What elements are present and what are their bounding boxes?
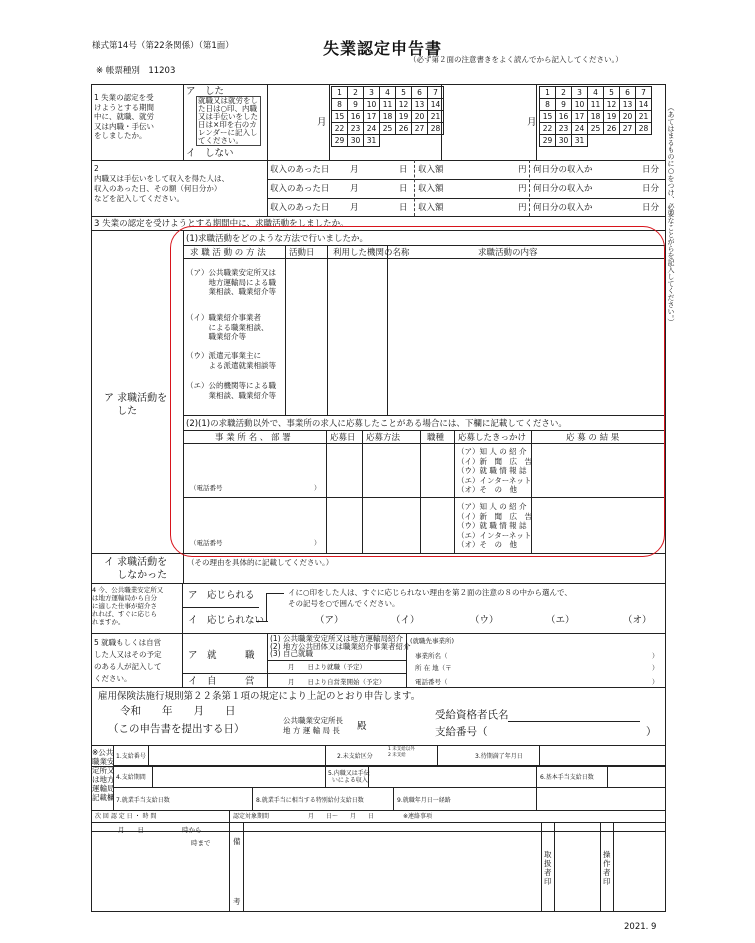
- office-period: 月 日～ 月 日: [308, 813, 375, 820]
- s5-question: 5 就職もしくは自営 した人又はその予定 のある人が記入して ください。: [94, 638, 162, 683]
- s1-note: 就職又は就労をし た日は○印、内職 又は手伝いをした 日は×印を右のカ レンダーに記入し てください。: [198, 96, 258, 145]
- s2-income-day-label: 収入のあった日: [270, 203, 330, 213]
- divider: [91, 810, 666, 811]
- s2-amount-label: 収入額: [418, 165, 444, 175]
- office-f5: 5.内職又は手伝 いによる収入: [328, 770, 370, 784]
- declaration-text: 雇用保険法施行規則第２２条第１項の規定により上記のとおり申告します。: [98, 691, 421, 702]
- s3-col-apply-date: 応募日: [330, 433, 356, 443]
- divider: [267, 84, 268, 160]
- s4-option-cannot[interactable]: イ 応じられない: [188, 615, 265, 626]
- s2-yen: 円: [518, 203, 527, 213]
- s3-q1: (1)求職活動をどのような方法で行いましたか。: [186, 234, 369, 244]
- office-f3: 3.待期満了年月日: [475, 753, 523, 760]
- s5-self-date: 月 日より自営業開始（予定）: [288, 678, 386, 686]
- bracket-line: [266, 593, 284, 594]
- divider: [91, 687, 666, 688]
- s3-col-org: 利用した機関の名称: [333, 248, 410, 258]
- next-date-from: 時から: [182, 826, 202, 834]
- name-underline: [508, 721, 640, 722]
- calendar1-month: 月: [317, 117, 327, 128]
- s3-reason-note: （その理由を具体的に記載してください。）: [187, 558, 334, 567]
- divider: [243, 822, 244, 912]
- s3-phone-label: （電話番号: [190, 539, 223, 547]
- s3-col-date: 活動日: [289, 248, 315, 258]
- s2-income-day-label: 収入のあった日: [270, 165, 330, 175]
- divider: [539, 746, 540, 765]
- next-date-frame: [91, 822, 666, 912]
- divider: [91, 160, 666, 161]
- s5-close: ）: [652, 652, 659, 660]
- s2-yen: 円: [518, 165, 527, 175]
- s5-company-name: 事業所名（: [415, 652, 448, 660]
- divider: [536, 765, 537, 810]
- s2-month: 月: [350, 165, 359, 175]
- s2-days-worth-label: 何日分の収入か: [533, 184, 593, 194]
- s2-day: 日: [399, 184, 408, 194]
- office-side-label: ※公共 職業安 定所又 は地方 運輸局 記載欄: [92, 748, 115, 802]
- s2-amount-label: 収入額: [418, 184, 444, 194]
- office-f4: 4.支給期間: [116, 774, 146, 781]
- s4-question: 4 今、公共職業安定所又 は地方運輸局から自分 に適した仕事が紹介さ れれば、すぐに応じら れますか。: [92, 586, 164, 626]
- office-f6: 6.基本手当支給日数: [540, 774, 594, 781]
- s2-day: 日: [399, 203, 408, 213]
- s3-triggers: （ア）知 人 の 紹 介 （イ）新 聞 広 告 （ウ）就 職 情 報 誌 （エ）インターネット （オ）そ の 他: [457, 502, 532, 549]
- recipient-number-close: ）: [646, 726, 657, 738]
- side-note: （あてはまるものに○をつけ、必要なことがらを記入してください。）: [667, 104, 675, 326]
- s3-method-u: （ウ）派遣元事業主に よる派遣就業相談等: [186, 351, 276, 370]
- s3-col-result: 応 募 の 結 果: [566, 433, 620, 443]
- divider: [368, 765, 369, 787]
- s5-close: ）: [652, 664, 659, 672]
- office-f2: 2.未支給区分: [337, 753, 373, 760]
- s3-method-a: （ア）公共職業安定所又は 地方運輸局による職 業相談、職業紹介等: [186, 268, 276, 296]
- divider: [536, 84, 537, 160]
- s2-yen: 円: [518, 184, 527, 194]
- s3-col-company: 事 業 所 名 、 部 署: [215, 433, 291, 443]
- recipient-name-label: 受給資格者氏名: [435, 709, 509, 721]
- declaration-dono: 殿: [357, 721, 367, 732]
- calendar2-month: 月: [527, 117, 537, 128]
- divider: [267, 660, 406, 661]
- s1-option-did-not[interactable]: イ しない: [186, 148, 234, 159]
- office-target-period-label: 認定対象期間: [233, 813, 270, 820]
- s4-note: イに○印をした人は、すぐに応じられない理由を第２面の注意の８の中から選んで、 その記号を○で囲んでください。: [288, 588, 572, 608]
- next-date-md: 月 日: [118, 826, 144, 834]
- s1-option-did[interactable]: ア した: [186, 86, 225, 97]
- divider: [414, 160, 415, 216]
- divider: [600, 822, 601, 912]
- s3-triggers: （ア）知 人 の 紹 介 （イ）新 聞 広 告 （ウ）就 職 情 報 誌 （エ）インターネット （オ）そ の 他: [457, 447, 532, 494]
- declaration-to: 公共職業安定所長 地 方 運 輸 局 長: [283, 716, 343, 735]
- s5-close: ）: [652, 678, 659, 686]
- s3-col-job: 職種: [427, 433, 445, 443]
- s3-method-e: （エ）公的機関等による職 業相談、職業紹介等: [186, 381, 276, 400]
- divider: [148, 746, 149, 765]
- divider: [152, 765, 153, 787]
- s3-phone-close: ）: [314, 484, 321, 492]
- office-f8: 8.就業手当に相当する特別給付支給日数: [256, 797, 364, 804]
- divider: [91, 216, 666, 217]
- s3-option-did-not[interactable]: イ 求職活動を しなかった: [104, 557, 168, 581]
- form-revision: 2021. 9: [624, 922, 657, 932]
- office-next-date-label: 次 回 認 定 日 ・ 時 間: [95, 813, 157, 820]
- declaration-submit-day: （この申告書を提出する日）: [108, 723, 245, 735]
- s2-day: 日: [399, 165, 408, 175]
- s5-job-date: 月 日より就職（予定）: [288, 663, 366, 671]
- s3-question: 3 失業の認定を受けようとする期間中に、求職活動をしましたか。: [94, 219, 349, 229]
- divider: [393, 787, 394, 810]
- s5-routes: (1) 公共職業安定所又は地方運輸局紹介 (2) 地方公共団体又は職業紹介事業者紹介 (3) 自己就職: [270, 634, 411, 658]
- s4-choice-i[interactable]: （イ）: [391, 615, 420, 626]
- divider: [554, 822, 555, 912]
- divider: [182, 607, 259, 608]
- s5-option-self[interactable]: イ 自 営: [188, 676, 255, 687]
- s3-phone-label: （電話番号: [190, 484, 223, 492]
- divider: [113, 787, 666, 788]
- s2-income-day-label: 収入のあった日: [270, 184, 330, 194]
- s2-days-unit: 日分: [642, 184, 660, 194]
- s3-q2: (2)(1)の求職活動以外で、事業所の求人に応募したことがある場合には、下欄に記載してください。: [186, 419, 567, 429]
- s3-col-method: 求 職 活 動 の 方 法: [190, 248, 266, 258]
- calendar-2: 1 2 3 4 5 6 7 8 9 10 11 12 13 14 15 16 17 18 19 20 21 22 23 24 25 26 27 28 29 30 31: [539, 86, 652, 147]
- bracket-line: [256, 621, 268, 622]
- divider: [437, 746, 438, 765]
- s3-phone-close: ）: [314, 539, 321, 547]
- s2-days-worth-label: 何日分の収入か: [533, 165, 593, 175]
- s3-col-content: 求職活動の内容: [478, 248, 538, 258]
- s3-option-did[interactable]: ア 求職活動を した: [104, 393, 168, 417]
- s5-option-job[interactable]: ア 就 職: [188, 650, 255, 661]
- office-use-frame: [91, 745, 666, 832]
- divider: [267, 160, 268, 216]
- remarks-label: 備 考: [233, 837, 241, 906]
- s2-question: 2 内職又は手伝いをして収入を得た人は、 収入のあった日、その額（何日分か） などを記入してください。: [94, 164, 229, 203]
- divider: [252, 787, 253, 810]
- s3-col-trigger: 応募したきっかけ: [458, 433, 527, 443]
- office-f9: 9.就職年月日一経路: [397, 797, 451, 804]
- office-f2-options: 1 未支給以外 2 未支給: [388, 747, 415, 758]
- form-number: 様式第14号（第22条関係）（第1面）: [92, 41, 234, 51]
- divider: [325, 746, 326, 787]
- office-contact-label: ※連絡事項: [403, 813, 433, 820]
- office-f1: 1.支給番号: [116, 753, 146, 760]
- divider: [183, 84, 184, 160]
- s5-tel: 電話番号（: [415, 678, 448, 686]
- divider: [529, 160, 530, 216]
- red-highlight-outline: [170, 226, 665, 557]
- divider: [113, 745, 114, 810]
- divider: [267, 198, 666, 199]
- bracket-line: [266, 593, 267, 621]
- s1-question: 1 失業の認定を受 けようとする期間 中に、就職、就労 又は内職・手伝い をしましたか。: [94, 93, 154, 140]
- form-note: （必ず第２面の注意書きをよく読んでから記入してください。）: [409, 55, 623, 64]
- declaration-date: 令和 年 月 日: [120, 705, 236, 717]
- divider: [613, 822, 614, 912]
- s2-amount-label: 収入額: [418, 203, 444, 213]
- next-date-to: 時まで: [191, 839, 211, 847]
- s5-location: 所 在 地（〒: [415, 664, 452, 672]
- s3-col-apply-method: 応募方法: [366, 433, 401, 443]
- s4-option-can[interactable]: ア 応じられる: [188, 590, 255, 601]
- s4-choice-e[interactable]: （エ）: [546, 615, 575, 626]
- s4-choice-u[interactable]: （ウ）: [470, 615, 499, 626]
- divider: [329, 84, 330, 160]
- s4-choice-o[interactable]: （オ）: [623, 615, 652, 626]
- divider: [541, 822, 542, 912]
- s2-days-unit: 日分: [642, 165, 660, 175]
- s2-month: 月: [350, 203, 359, 213]
- divider: [607, 765, 608, 787]
- divider: [113, 765, 666, 766]
- divider: [182, 633, 183, 687]
- form-title: 失業認定申告書: [323, 39, 443, 58]
- s2-month: 月: [350, 184, 359, 194]
- divider: [91, 583, 666, 584]
- handler-seal-label: 取 扱 者 印: [544, 850, 552, 886]
- divider: [182, 673, 406, 674]
- recipient-number-label: 支給番号（: [435, 726, 488, 738]
- operator-seal-label: 操 作 者 印: [603, 850, 611, 886]
- divider: [182, 583, 183, 633]
- form-type: ※ 帳票種別 11203: [96, 66, 176, 76]
- divider: [267, 179, 666, 180]
- office-f7: 7.就業手当支給日数: [116, 797, 170, 804]
- s5-employer-label: (就職先事業所): [410, 637, 455, 645]
- s4-choice-a[interactable]: （ア）: [315, 615, 344, 626]
- s3-method-i: （イ）職業紹介事業者 による職業相談、 職業紹介等: [186, 313, 269, 341]
- s2-days-unit: 日分: [642, 203, 660, 213]
- s2-days-worth-label: 何日分の収入か: [533, 203, 593, 213]
- calendar-1: 1 2 3 4 5 6 7 8 9 10 11 12 13 14 15 16 17 18 19 20 21 22 23 24 25 26 27 28 29 30 31: [331, 86, 444, 147]
